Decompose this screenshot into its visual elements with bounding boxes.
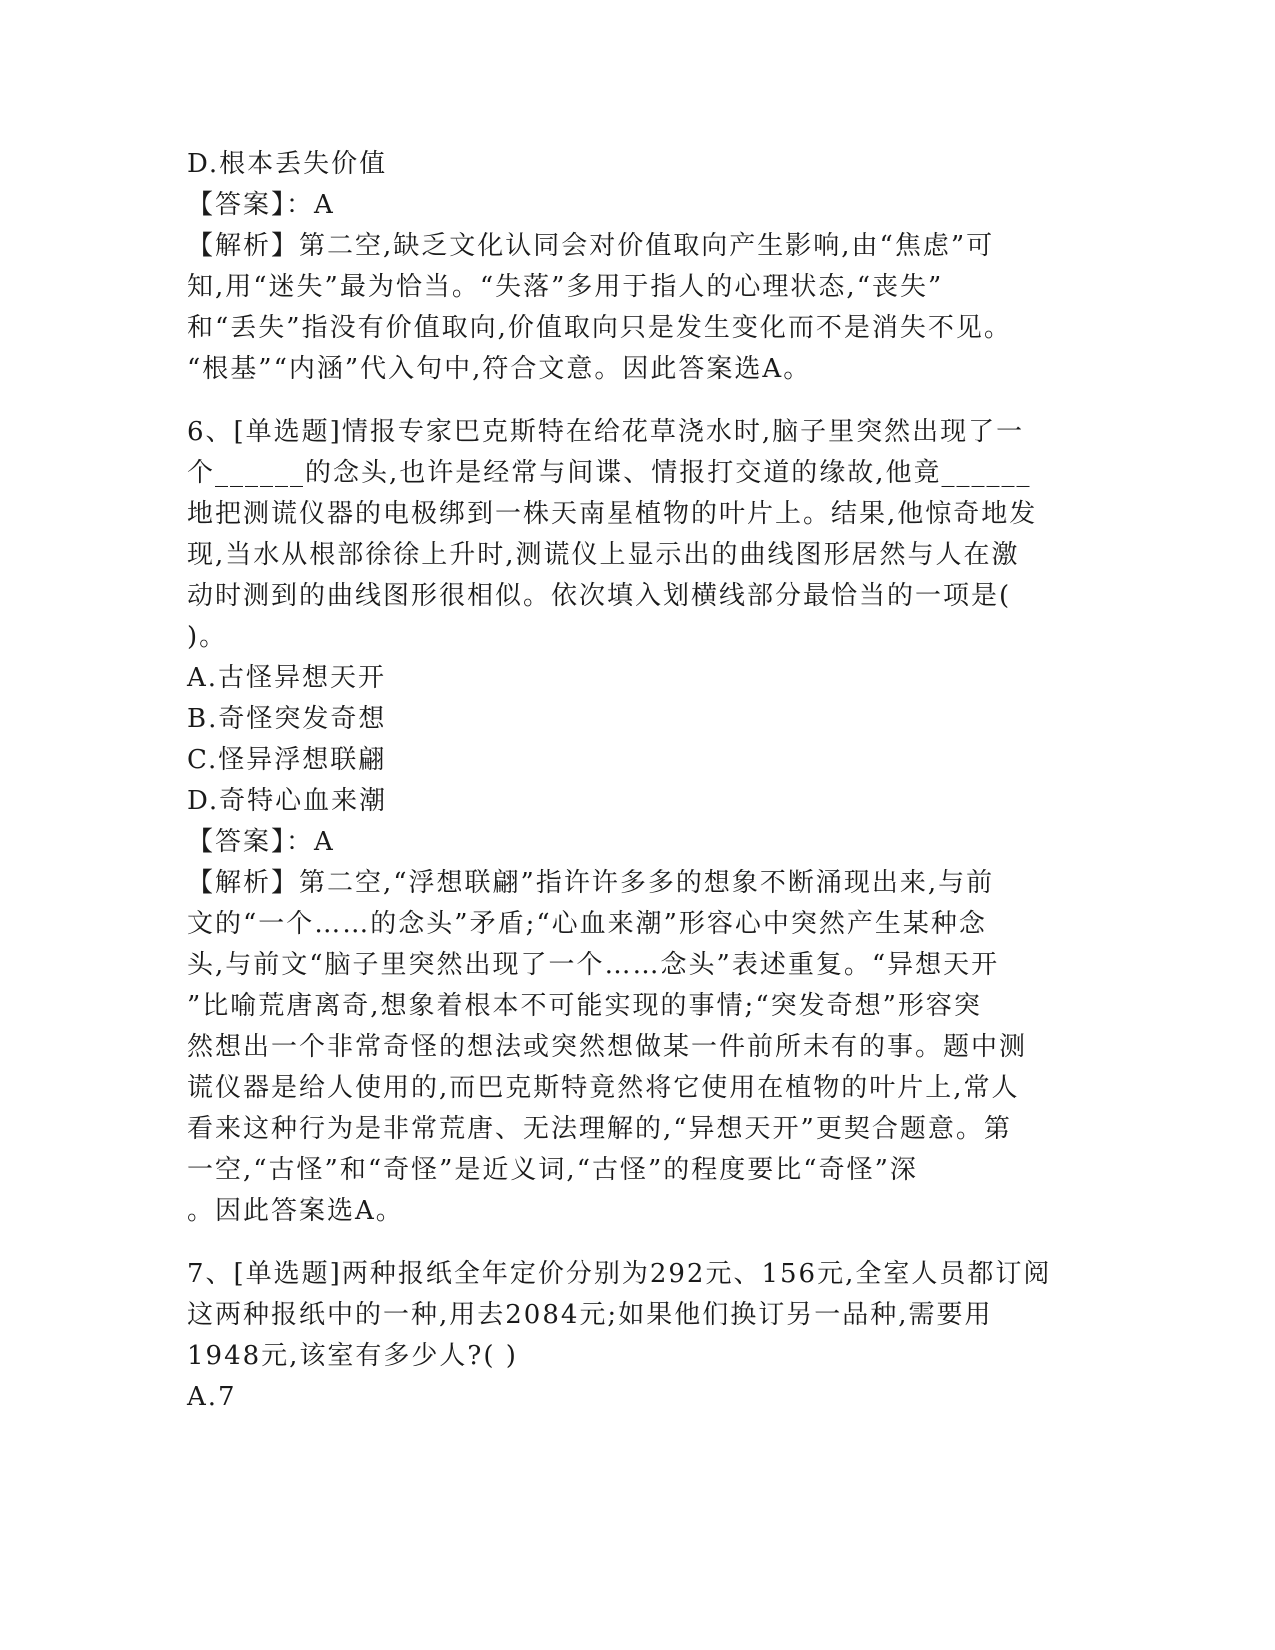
q6-explanation-line-6: 谎仪器是给人使用的,而巴克斯特竟然将它使用在植物的叶片上,常人 bbox=[187, 1073, 1020, 1103]
q5-explanation-line-3: 和“丢失”指没有价值取向,价值取向只是发生变化而不是消失不见。 bbox=[187, 313, 1012, 343]
q5-option-d: D.根本丢失价值 bbox=[187, 149, 388, 179]
q6-option-a: A.古怪异想天开 bbox=[187, 663, 387, 693]
q7-stem-line-2: 这两种报纸中的一种,用去2084元;如果他们换订另一品种,需要用 bbox=[187, 1300, 993, 1330]
q6-explanation-line-1: 【解析】第二空,“浮想联翩”指许许多多的想象不断涌现出来,与前 bbox=[187, 868, 995, 898]
q5-explanation-line-4: “根基”“内涵”代入句中,符合文意。因此答案选A。 bbox=[187, 354, 812, 384]
q6-stem-line-1: 6、[单选题]情报专家巴克斯特在给花草浇水时,脑子里突然出现了一 bbox=[187, 417, 1025, 447]
q5-answer: 【答案】：A bbox=[187, 190, 335, 220]
q6-option-b: B.奇怪突发奇想 bbox=[187, 704, 387, 734]
q7-option-a: A.7 bbox=[187, 1382, 237, 1412]
q6-answer: 【答案】：A bbox=[187, 827, 335, 857]
q6-explanation-line-9: 。因此答案选A。 bbox=[187, 1196, 404, 1226]
q6-option-c: C.怪异浮想联翩 bbox=[187, 745, 387, 775]
q5-explanation-line-1: 【解析】第二空,缺乏文化认同会对价值取向产生影响,由“焦虑”可 bbox=[187, 231, 995, 261]
q6-stem-line-4: 现,当水从根部徐徐上升时,测谎仪上显示出的曲线图形居然与人在激 bbox=[187, 540, 1020, 570]
q6-explanation-line-5: 然想出一个非常奇怪的想法或突然想做某一件前所未有的事。题中测 bbox=[187, 1032, 1028, 1062]
q6-explanation-line-8: 一空,“古怪”和“奇怪”是近义词,“古怪”的程度要比“奇怪”深 bbox=[187, 1155, 918, 1185]
q6-explanation-line-7: 看来这种行为是非常荒唐、无法理解的,“异想天开”更契合题意。第 bbox=[187, 1114, 1012, 1144]
q6-explanation-line-3: 头,与前文“脑子里突然出现了一个……念头”表述重复。“异想天开 bbox=[187, 950, 1000, 980]
q6-explanation-line-4: ”比喻荒唐离奇,想象着根本不可能实现的事情;“突发奇想”形容突 bbox=[187, 991, 982, 1021]
q7-stem-line-1: 7、[单选题]两种报纸全年定价分别为292元、156元,全室人员都订阅 bbox=[187, 1259, 1052, 1289]
q6-stem-line-6: )。 bbox=[187, 622, 228, 652]
q6-stem-line-2: 个______的念头,也许是经常与间谍、情报打交道的缘故,他竟______ bbox=[187, 458, 1032, 488]
q7-stem-line-3: 1948元,该室有多少人?( ) bbox=[187, 1341, 518, 1371]
q6-option-d: D.奇特心血来潮 bbox=[187, 786, 388, 816]
q6-stem-line-3: 地把测谎仪器的电极绑到一株天南星植物的叶片上。结果,他惊奇地发 bbox=[187, 499, 1038, 529]
q6-stem-line-5: 动时测到的曲线图形很相似。依次填入划横线部分最恰当的一项是( bbox=[187, 581, 1012, 611]
q6-explanation-line-2: 文的“一个……的念头”矛盾;“心血来潮”形容心中突然产生某种念 bbox=[187, 909, 987, 939]
q5-explanation-line-2: 知,用“迷失”最为恰当。“失落”多用于指人的心理状态,“丧失” bbox=[187, 272, 944, 302]
